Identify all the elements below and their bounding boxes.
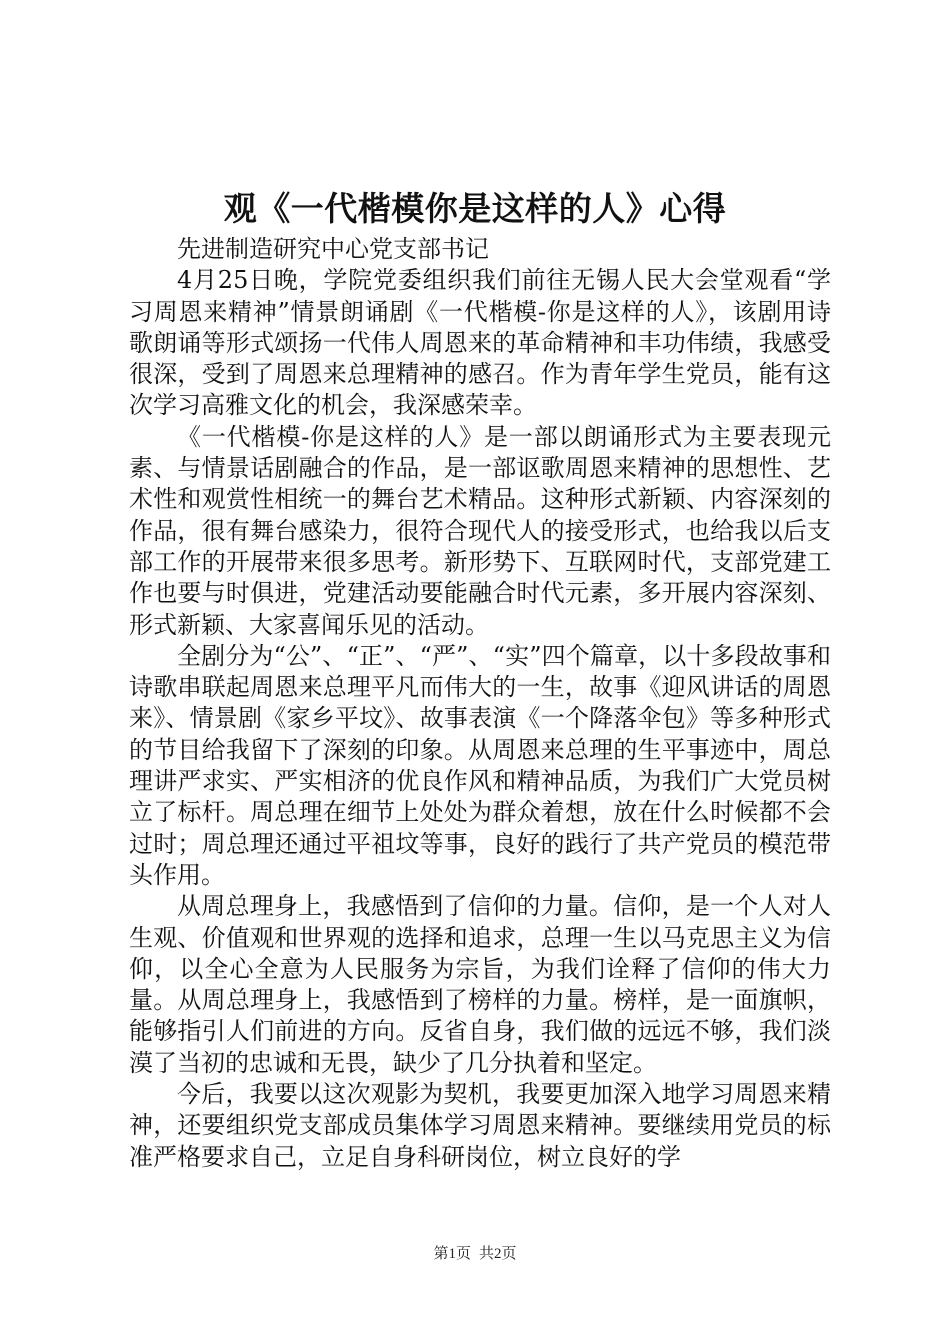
- author-line: 先进制造研究中心党支部书记: [177, 235, 489, 263]
- page-total: 共2页: [479, 1246, 517, 1262]
- body-paragraph: 《一代楷模-你是这样的人》是一部以朗诵形式为主要表现元素、与情景话剧融合的作品，是一部讴歌周恩来精神的思想性、艺术性和观赏性相统一的舞台艺术精品。这种形式新颖、内容深刻的作品，很有舞台感染力，很符合现代人的接受形式，也给我以后支部工作的开展带来很多思考。新形势下、互联网时代，支部党建工作也要与时俱进，党建活动要能融合时代元素，多开展内容深刻、形式新颖、大家喜闻乐见的活动。: [129, 422, 831, 639]
- page-footer: [0, 1244, 950, 1264]
- page-number: 第1页: [433, 1246, 471, 1262]
- body-paragraph: 全剧分为“公”、“正”、“严”、“实”四个篇章，以十多段故事和诗歌串联起周恩来总理平凡而伟大的一生，故事《迎风讲话的周恩来》、情景剧《家乡平坟》、故事表演《一个降落伞包》等多种形式的节目给我留下了深刻的印象。从周恩来总理的生平事迹中，周总理讲严求实、严实相济的优良作风和精神品质，为我们广大党员树立了标杆。周总理在细节上处处为群众着想，放在什么时候都不会过时；周总理还通过平祖坟等事，良好的践行了共产党员的模范带头作用。: [129, 641, 831, 889]
- body-paragraph: 今后，我要以这次观影为契机，我要更加深入地学习周恩来精神，还要组织党支部成员集体学习周恩来精神。要继续用党员的标准严格要求自己，立足自身科研岗位，树立良好的学: [129, 1080, 831, 1171]
- document-body: [129, 234, 831, 1173]
- document-title: 观《一代楷模你是这样的人》心得: [223, 189, 727, 228]
- body-paragraph: 从周总理身上，我感悟到了信仰的力量。信仰，是一个人对人生观、价值观和世界观的选择和追求，总理一生以马克思主义为信仰，以全心全意为人民服务为宗旨，为我们诠释了信仰的伟大力量。从周总理身上，我感悟到了榜样的力量。榜样，是一面旗帜，能够指引人们前进的方向。反省自身，我们做的远远不够，我们淡漠了当初的忠诚和无畏，缺少了几分执着和坚定。: [129, 892, 831, 1077]
- body-paragraph: 4月25日晚，学院党委组织我们前往无锡人民大会堂观看“学习周恩来精神”情景朗诵剧《一代楷模-你是这样的人》，该剧用诗歌朗诵等形式颂扬一代伟人周恩来的革命精神和丰功伟绩，我感受很深，受到了周恩来总理精神的感召。作为青年学生党员，能有这次学习高雅文化的机会，我深感荣幸。: [129, 266, 831, 420]
